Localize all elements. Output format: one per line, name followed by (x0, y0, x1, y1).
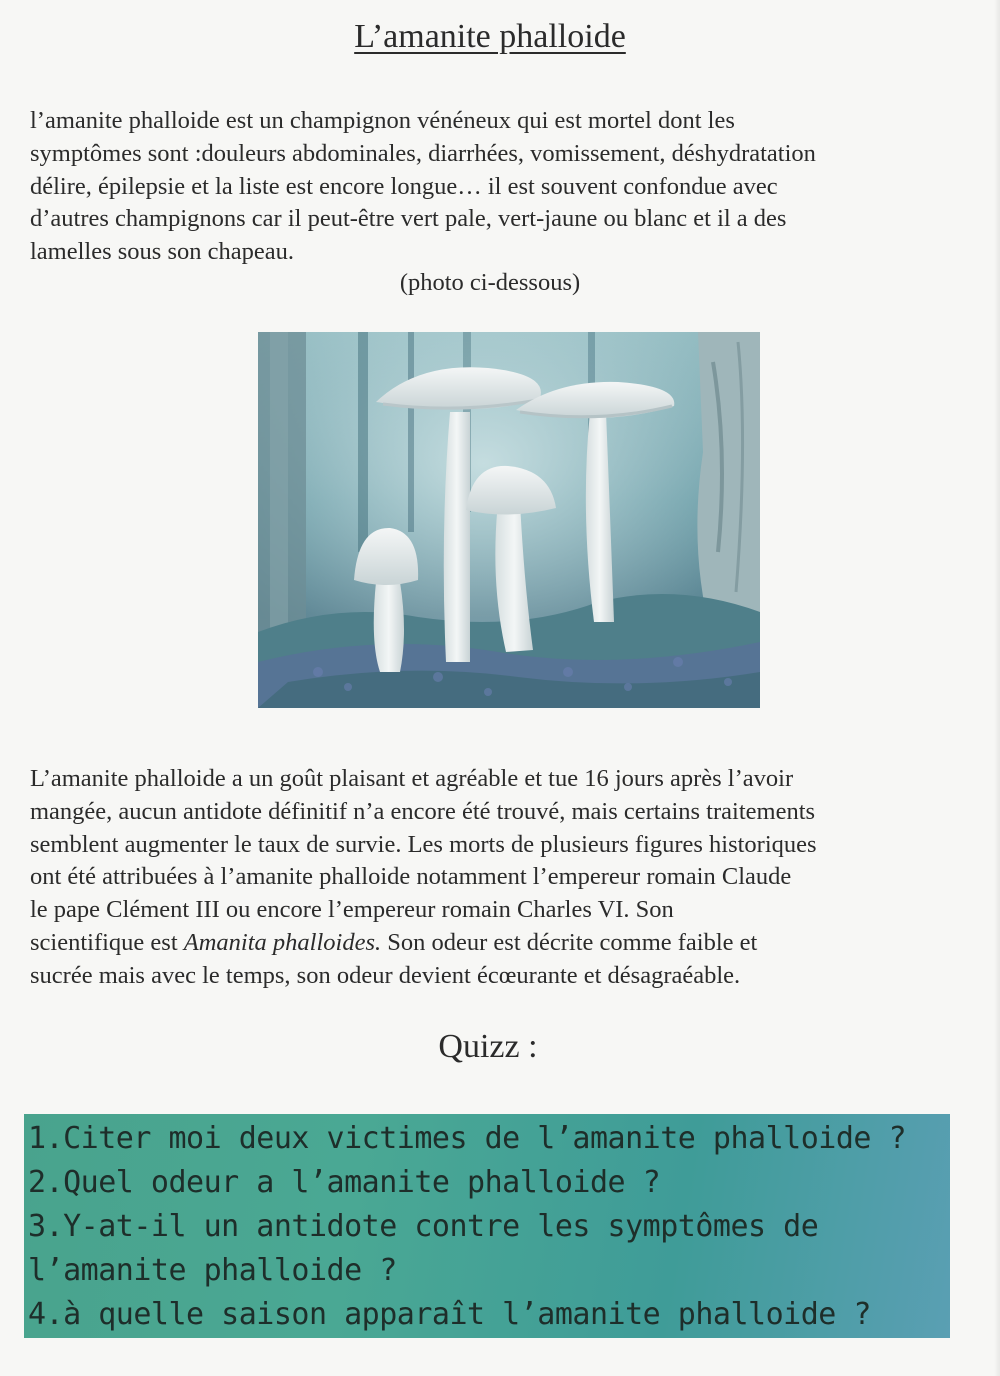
details-paragraph (30, 763, 970, 993)
quiz-question: 3.Y-at-il un antidote contre les symptômes de (28, 1209, 819, 1244)
quiz-question: 4.à quelle saison apparaît l’amanite phalloide ? (28, 1297, 871, 1332)
details-line: le pape Clément III ou encore l’empereur romain Charles VI. Son (30, 896, 674, 924)
details-line: mangée, aucun antidote définitif n’a encore été trouvé, mais certains traitements (30, 797, 816, 825)
quiz-questions (28, 1117, 958, 1337)
document-title: L’amanite phalloide (354, 18, 626, 55)
details-line: ont été attribuées à l’amanite phalloide notamment l’empereur romain Claude (30, 863, 792, 891)
quiz-question: 2.Quel odeur a l’amanite phalloide ? (28, 1165, 661, 1200)
details-line-prefix: scientifique est (30, 928, 184, 956)
intro-line: l’amanite phalloide est un champignon vénéneux qui est mortel dont les (30, 107, 735, 134)
details-line: L’amanite phalloide a un goût plaisant et agréable et tue 16 jours après l’avoir (30, 765, 794, 792)
details-line: sucrée mais avec le temps, son odeur devient écœurante et désagraéable. (30, 961, 741, 989)
scan-edge-shadow (994, 0, 1000, 1376)
mushroom-photo (258, 332, 760, 708)
quiz-question: 1.Citer moi deux victimes de l’amanite phalloide ? (28, 1121, 907, 1156)
scientific-name: Amanita phalloides. (183, 928, 382, 956)
photo-caption: (photo ci-dessous) (399, 269, 581, 296)
quiz-heading: Quizz : (438, 1028, 538, 1065)
intro-line: symptômes sont :douleurs abdominales, diarrhées, vomissement, déshydratation (30, 139, 816, 167)
details-line-suffix: Son odeur est décrite comme faible et (381, 928, 758, 956)
intro-line: d’autres champignons car il peut-être vert pale, vert-jaune ou blanc et il a des (30, 205, 787, 233)
intro-paragraph (30, 105, 970, 269)
intro-line: délire, épilepsie et la liste est encore longue… il est souvent confondue avec (30, 172, 778, 200)
quiz-question: l’amanite phalloide ? (28, 1253, 397, 1288)
intro-line: lamelles sous son chapeau. (30, 238, 294, 266)
details-line: semblent augmenter le taux de survie. Les morts de plusieurs figures historiques (30, 830, 817, 858)
